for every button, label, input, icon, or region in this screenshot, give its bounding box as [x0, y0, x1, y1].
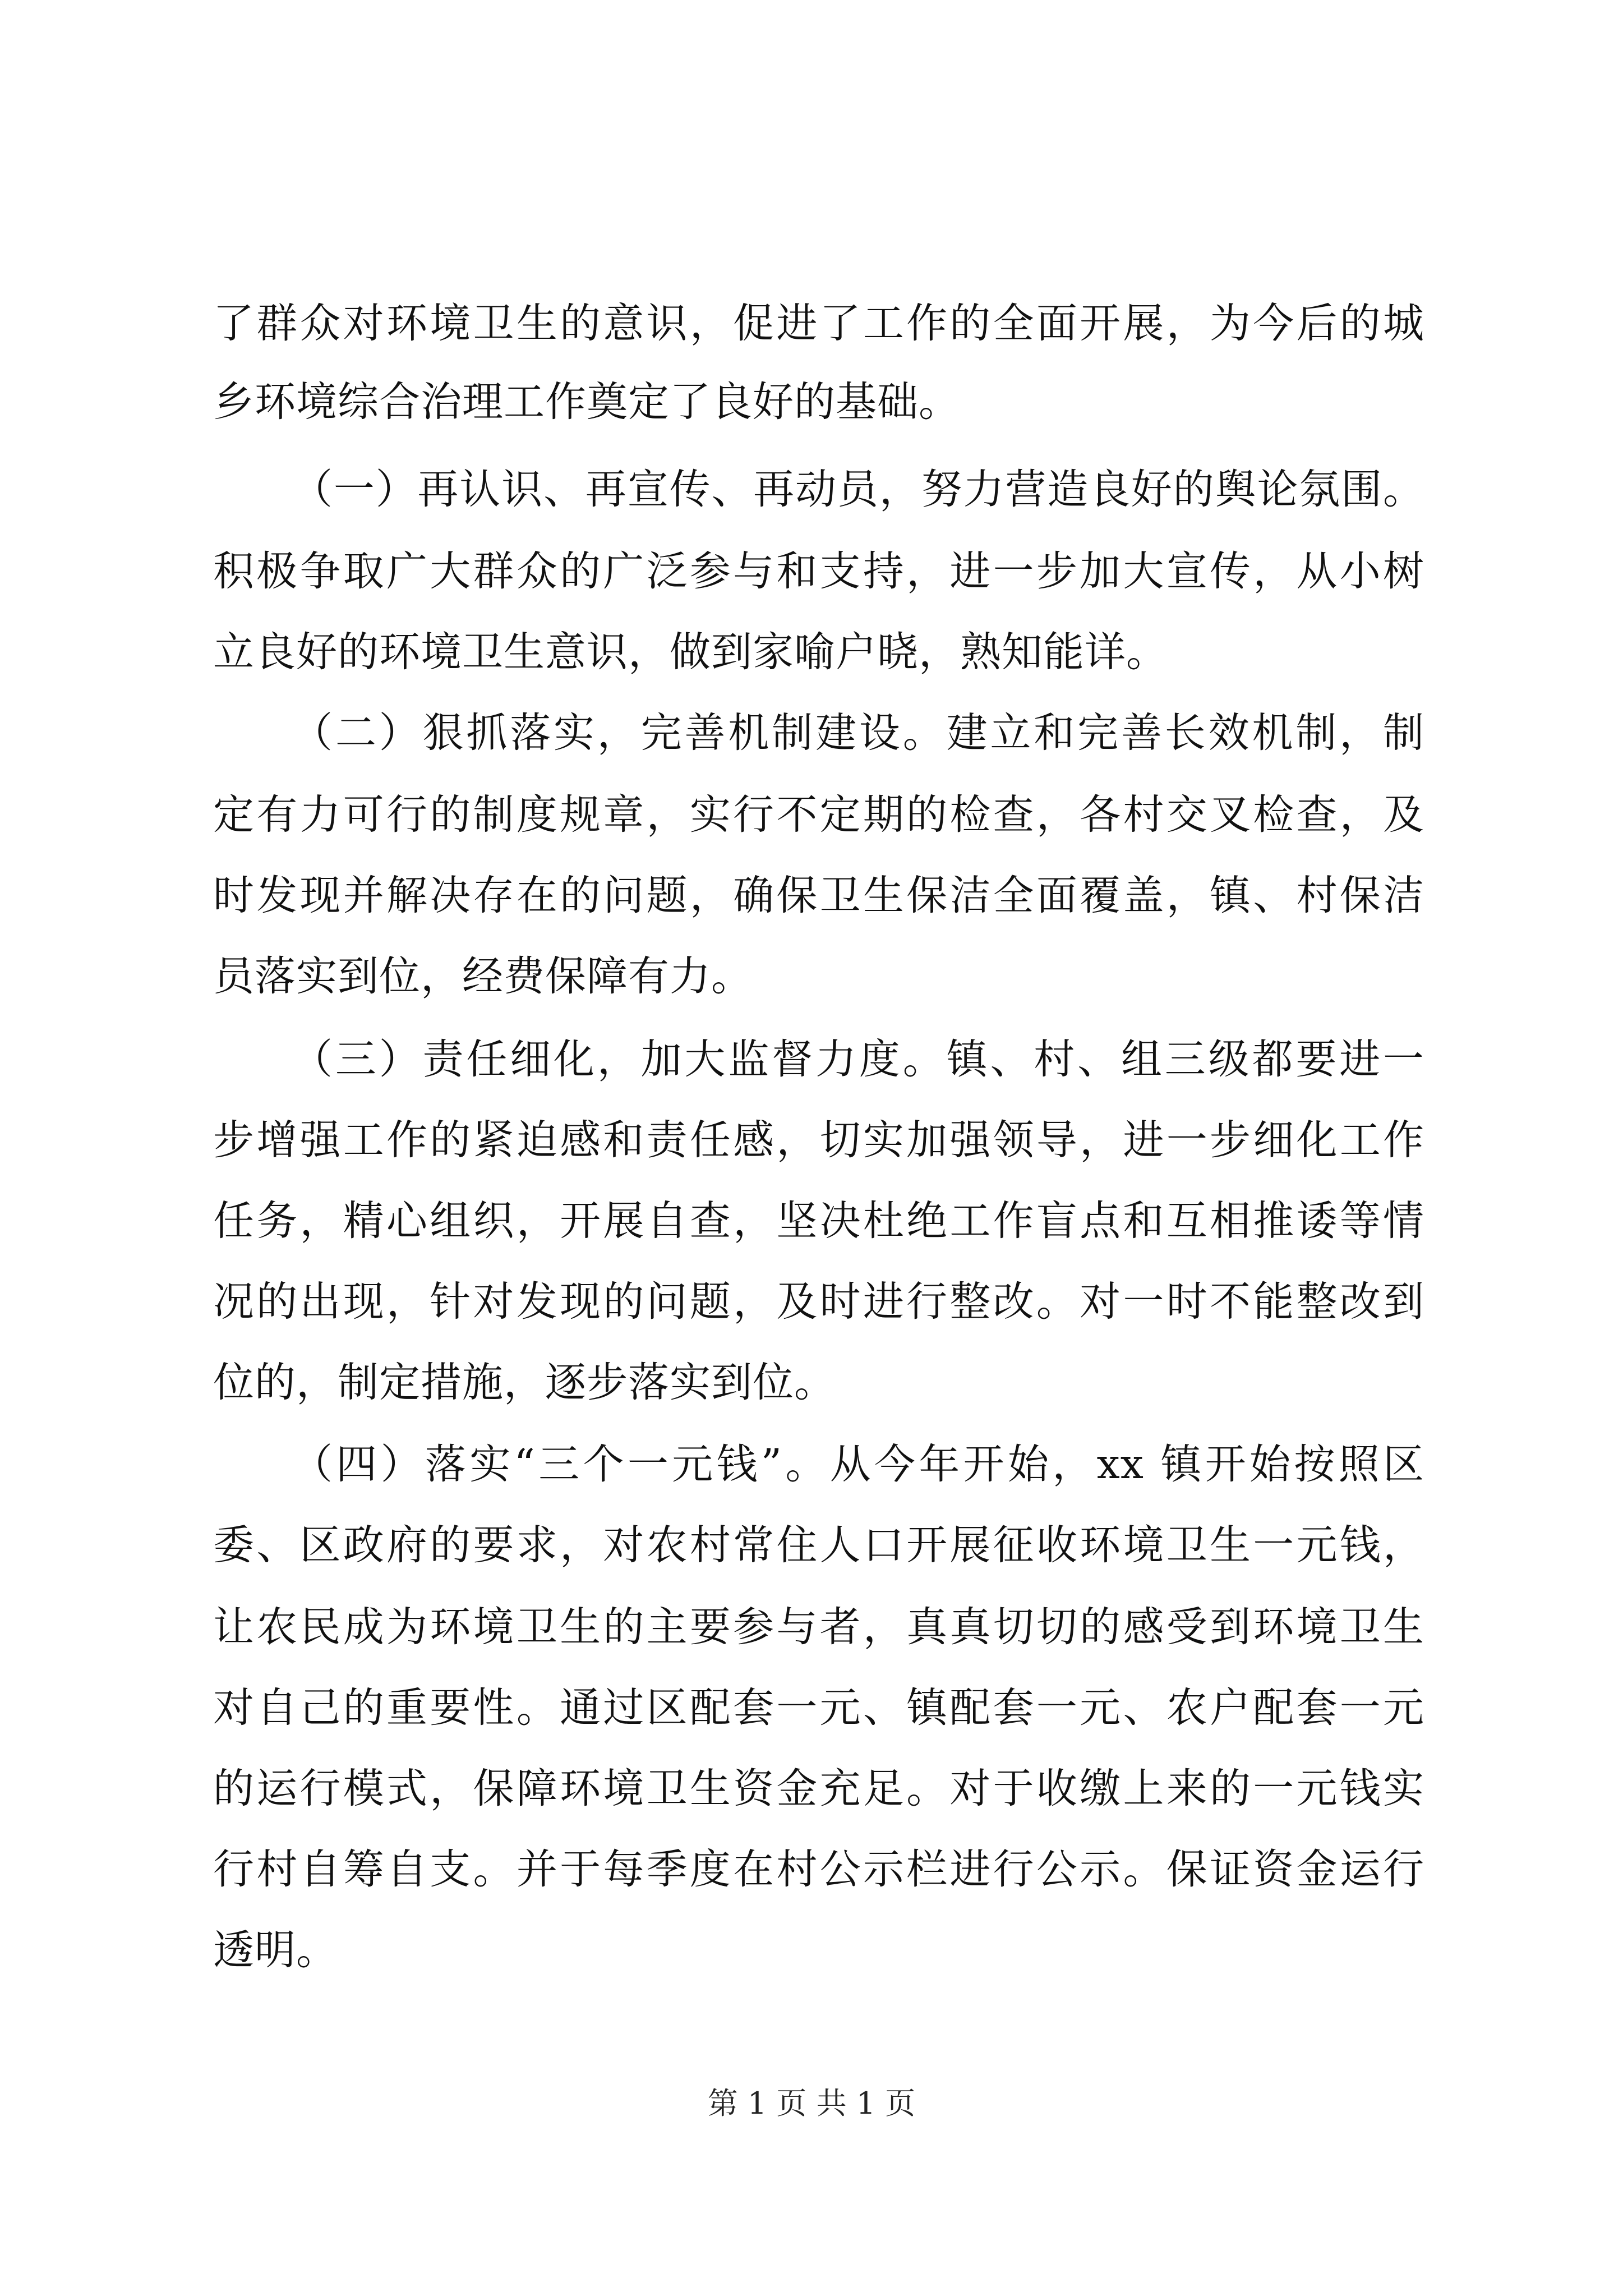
text-line: 委、区政府的要求，对农村常住人口开展征收环境卫生一元钱，: [213, 1521, 1424, 1569]
text-line: 了群众对环境卫生的意识，促进了工作的全面开展，为今后的城: [213, 300, 1424, 347]
text-line: 定有力可行的制度规章，实行不定期的检查，各村交叉检查，及: [213, 791, 1424, 839]
text-line: 透明。: [213, 1926, 338, 1974]
text-line: 立良好的环境卫生意识，做到家喻户晓，熟知能详。: [213, 628, 1168, 676]
text-line: 步增强工作的紧迫感和责任感，切实加强领导，进一步细化工作: [213, 1116, 1424, 1164]
paragraph-heading-line: （二）狠抓落实，完善机制建设。建立和完善长效机制，制: [292, 709, 1424, 757]
text-line: 的运行模式，保障环境卫生资金充足。对于收缴上来的一元钱实: [213, 1765, 1424, 1812]
text-line: 乡环境综合治理工作奠定了良好的基础。: [213, 378, 960, 426]
text-line: 况的出现，针对发现的问题，及时进行整改。对一时不能整改到: [213, 1278, 1424, 1326]
text-line: 任务，精心组织，开展自查，坚决杜绝工作盲点和互相推诿等情: [213, 1197, 1424, 1245]
page-number-footer: 第 1 页 共 1 页: [707, 2086, 916, 2121]
text-line: 让农民成为环境卫生的主要参与者，真真切切的感受到环境卫生: [213, 1603, 1424, 1651]
text-line: 对自己的重要性。通过区配套一元、镇配套一元、农户配套一元: [213, 1684, 1424, 1732]
paragraph-heading-line: （三）责任细化，加大监督力度。镇、村、组三级都要进一: [292, 1036, 1424, 1083]
text-line: 行村自筹自支。并于每季度在村公示栏进行公示。保证资金运行: [213, 1846, 1424, 1893]
text-line: 员落实到位，经费保障有力。: [213, 953, 753, 1000]
text-line: 位的，制定措施，逐步落实到位。: [213, 1359, 836, 1406]
paragraph-heading-line: （一）再认识、再宣传、再动员，努力营造良好的舆论氛围。: [292, 466, 1424, 513]
paragraph-heading-line: （四）落实“三个一元钱”。从今年开始，xx 镇开始按照区: [292, 1441, 1424, 1488]
text-line: 时发现并解决存在的问题，确保卫生保洁全面覆盖，镇、村保洁: [213, 872, 1424, 919]
text-line: 积极争取广大群众的广泛参与和支持，进一步加大宣传，从小树: [213, 547, 1424, 595]
